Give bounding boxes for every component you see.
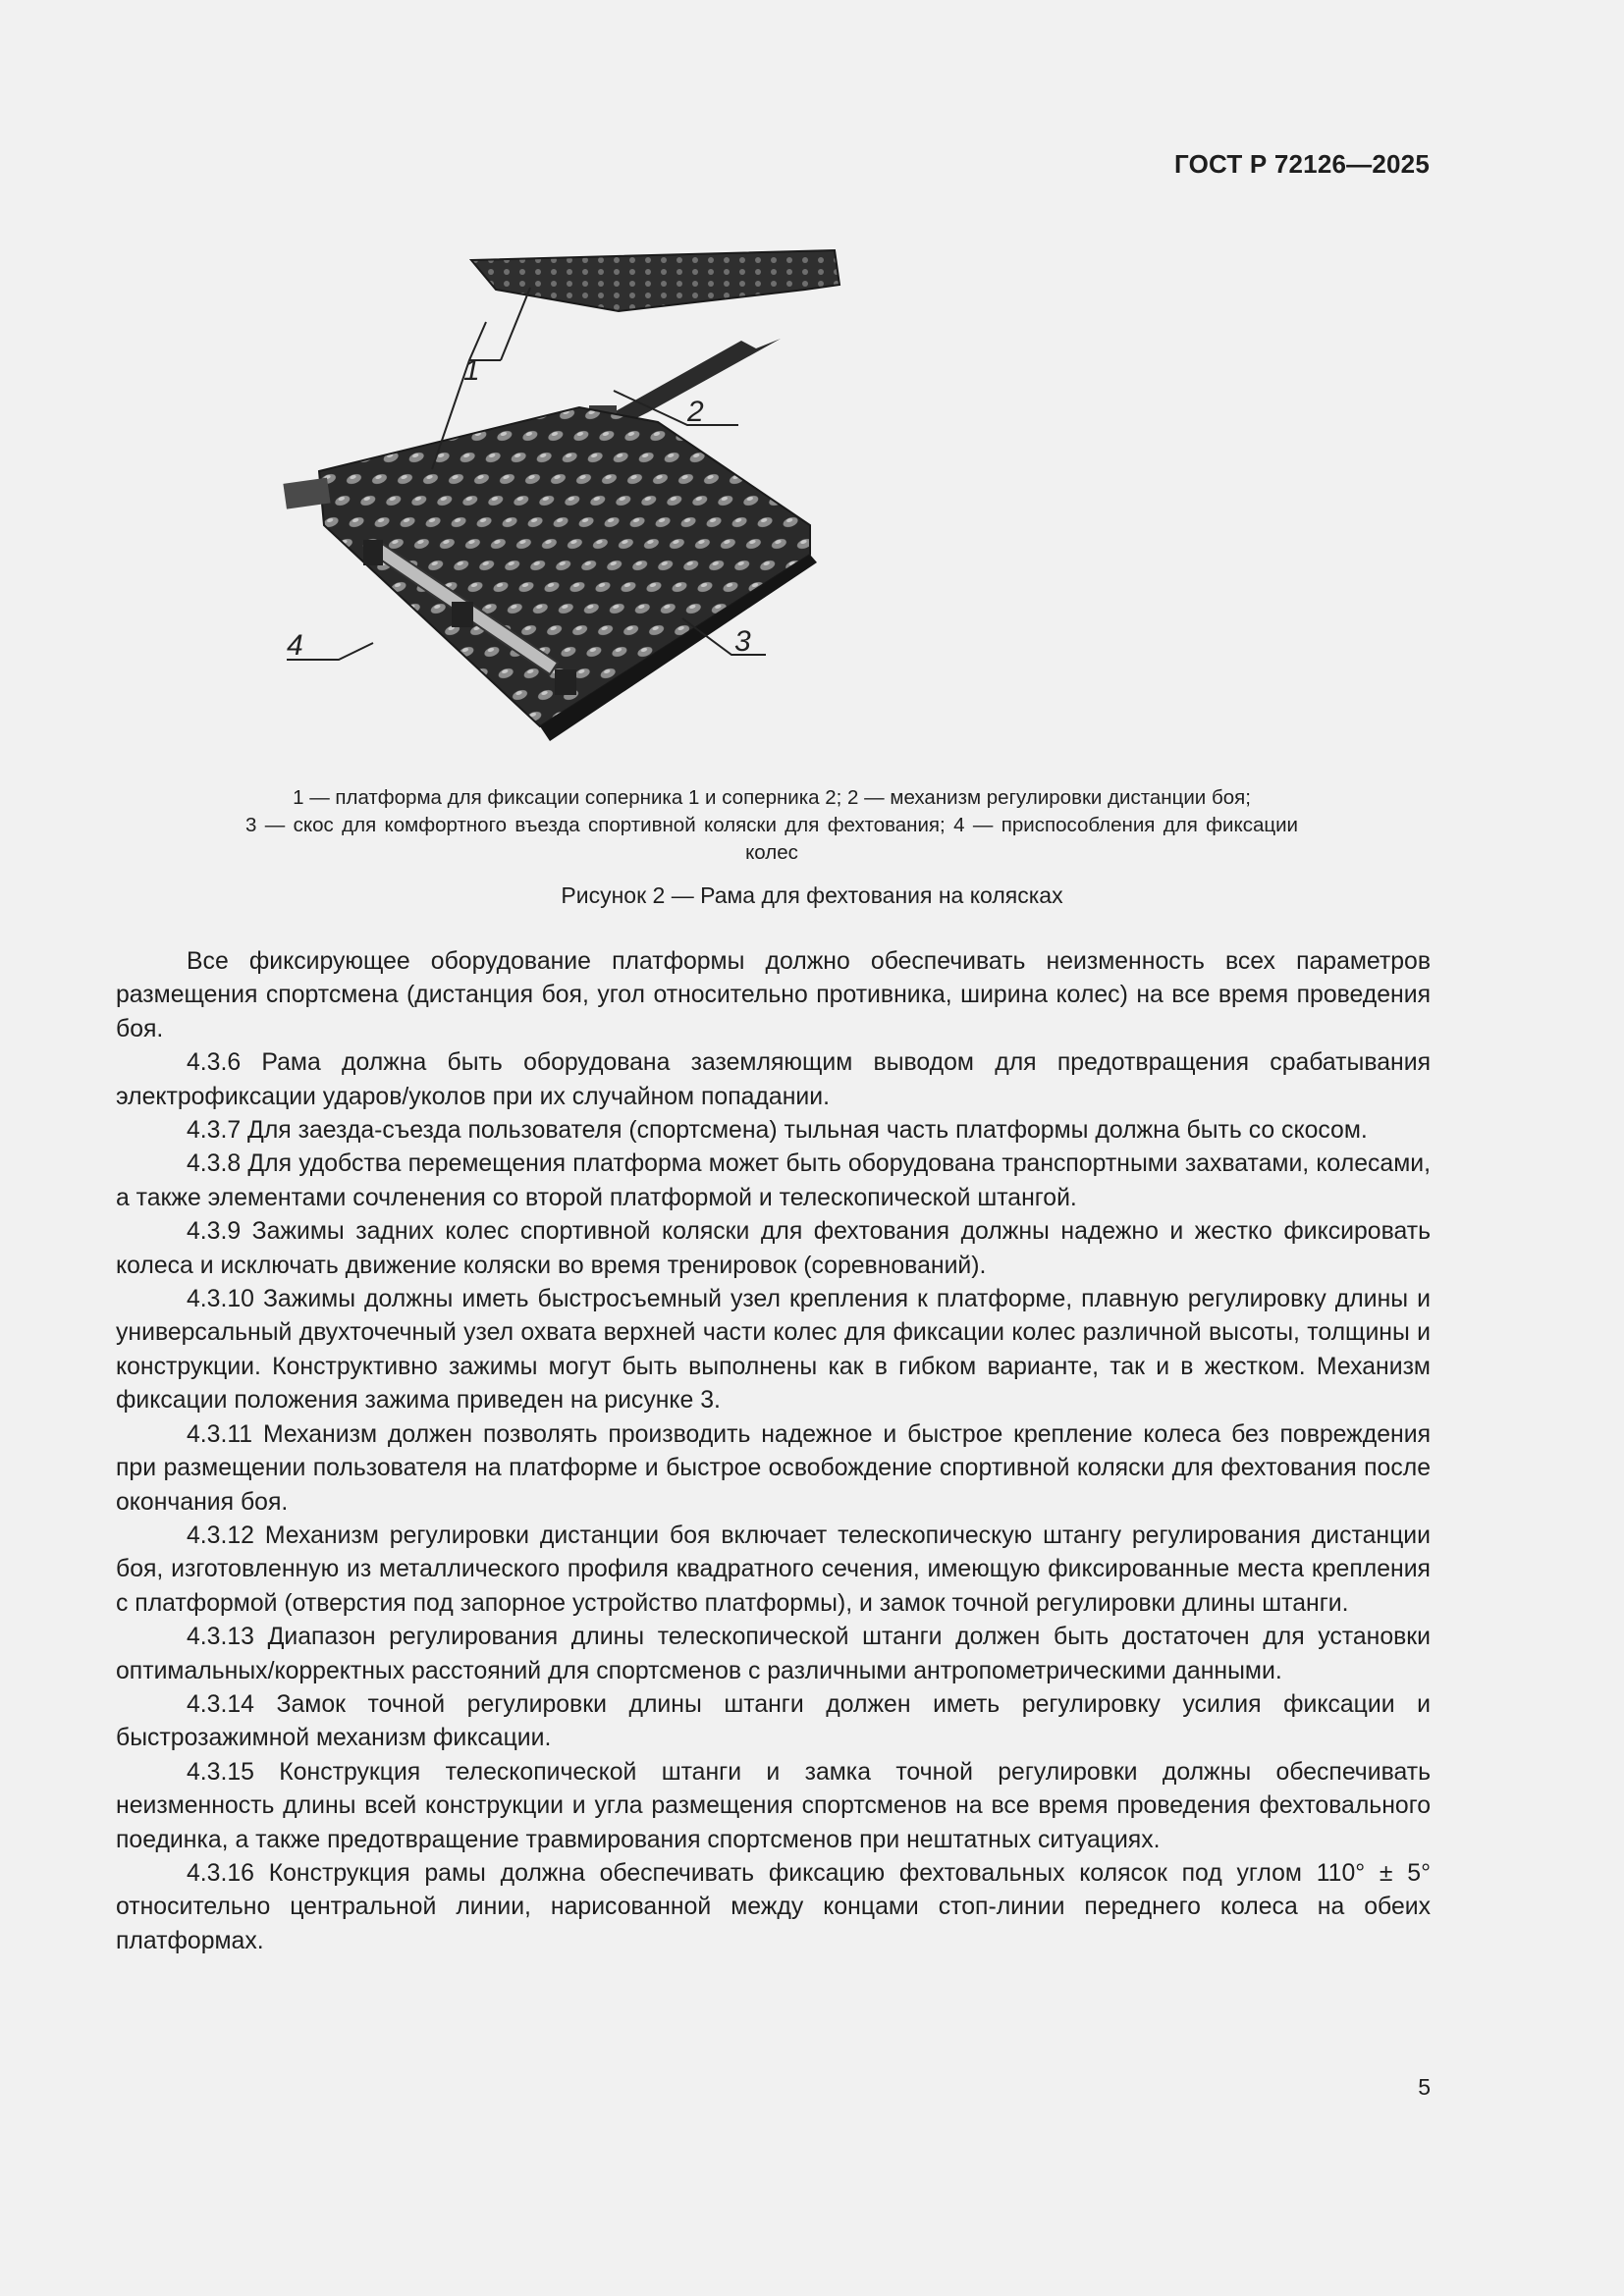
callout-3: 3: [734, 625, 751, 658]
callout-1: 1: [463, 354, 480, 387]
paragraph: 4.3.9 Зажимы задних колес спортивной коляски для фехтования должны надежно и жестко фиксировать колеса и исключать движение коляски во время тренировок (соревнований).: [116, 1218, 1431, 1279]
paragraph: Все фиксирующее оборудование платформы должно обеспечивать неизменность всех параметров размещения спортсмена (дистанция боя, угол относительно противника, ширина колес) на все время проведения боя.: [116, 948, 1431, 1042]
fencing-frame-photo: [287, 231, 1257, 741]
figure-fencing-frame: [287, 231, 1257, 741]
paragraph: 4.3.7 Для заезда-съезда пользователя (спортсмена) тыльная часть платформы должна быть со скосом.: [187, 1117, 1368, 1145]
legend-line-1: 1 — платформа для фиксации соперника 1 и соперника 2; 2 — механизм регулировки дистанции боя;: [293, 786, 1251, 809]
paragraph: 4.3.15 Конструкция телескопической штанги и замка точной регулировки должны обеспечивать неизменность длины всей конструкции и угла размещения спортсменов на все время проведения фехтовального поединка, а также предотвращение травмирования спортсменов при нештатных ситуациях.: [116, 1758, 1431, 1853]
figure-legend: [245, 784, 1298, 867]
paragraph: 4.3.16 Конструкция рамы должна обеспечивать фиксацию фехтовальных колясок под углом 110° ± 5° относительно центральной линии, нарисованной между концами стоп-линии переднего колеса на обеих платформах.: [116, 1859, 1431, 1954]
paragraph: 4.3.13 Диапазон регулирования длины телескопической штанги должен быть достаточен для установки оптимальных/корректных расстояний для спортсменов с различными антропометрическими данными.: [116, 1624, 1431, 1684]
body-text: [116, 945, 1431, 1958]
paragraph: 4.3.6 Рама должна быть оборудована заземляющим выводом для предотвращения срабатывания электрофиксации ударов/уколов при их случайном попадании.: [116, 1049, 1431, 1110]
legend-line-2: 3 — скос для комфортного въезда спортивной коляски для фехтования; 4 — приспособления для фиксации колес: [245, 814, 1298, 864]
paragraph: 4.3.14 Замок точной регулировки длины штанги должен иметь регулировку усилия фиксации и быстрозажимной механизм фиксации.: [116, 1690, 1431, 1752]
far-platform: [471, 250, 839, 311]
paragraph: 4.3.11 Механизм должен позволять производить надежное и быстрое крепление колеса без повреждения при размещении пользователя на платформе и быстрое освобождение спортивной коляски для фехтования после окончания боя.: [116, 1420, 1431, 1516]
paragraph: 4.3.8 Для удобства перемещения платформа может быть оборудована транспортными захватами, колесами, а также элементами сочленения со второй платформой и телескопической штангой.: [116, 1150, 1431, 1211]
document-number: ГОСТ Р 72126—2025: [1174, 149, 1430, 179]
callout-2: 2: [687, 396, 704, 428]
callout-4: 4: [287, 629, 303, 662]
paragraph: 4.3.12 Механизм регулировки дистанции боя включает телескопическую штангу регулирования дистанции боя, изготовленную из металлического профиля квадратного сечения, имеющую фиксированные места крепления с платформой (отверстия под запорное устройство платформы), и замок точной регулировки длины штанги.: [116, 1522, 1431, 1617]
paragraph: 4.3.10 Зажимы должны иметь быстросъемный узел крепления к платформе, плавную регулировку длины и универсальный двухточечный узел охвата верхней части колес для фиксации колес различной высоты, толщины и конструкции. Конструктивно зажимы могут быть выполнены как в гибком варианте, так и в жестком. Механизм фиксации положения зажима приведен на рисунке 3.: [116, 1286, 1431, 1415]
page-number: 5: [1418, 2074, 1431, 2100]
figure-title: Рисунок 2 — Рама для фехтования на колясках: [561, 882, 1063, 908]
